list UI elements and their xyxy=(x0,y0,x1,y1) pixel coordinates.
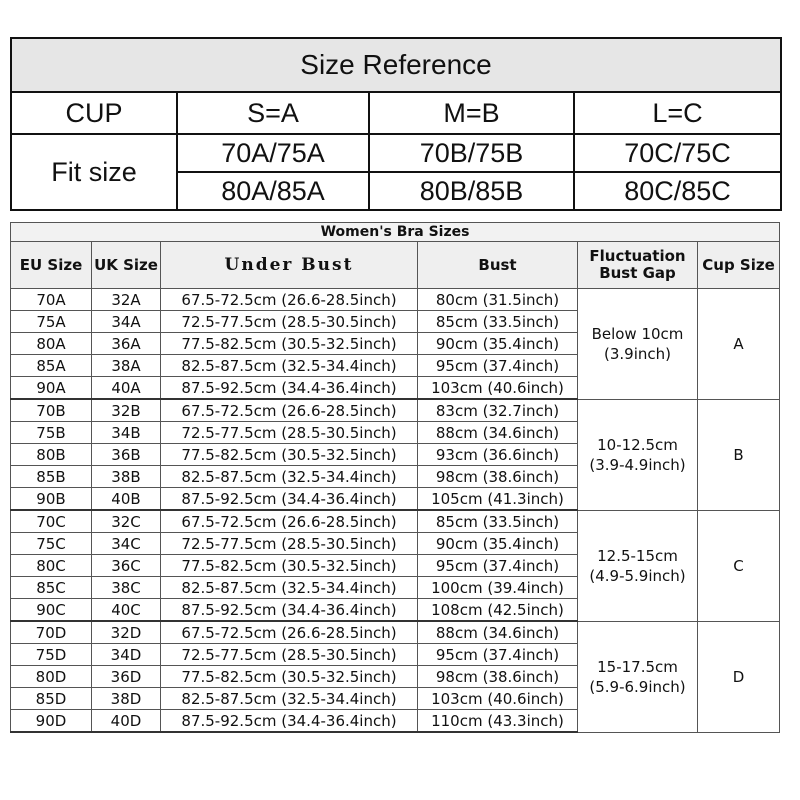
uk-size-cell: 40B xyxy=(92,488,161,511)
cup-m: M=B xyxy=(369,92,574,134)
table-row xyxy=(11,510,780,533)
bust-cell: 95cm (37.4inch) xyxy=(418,355,578,377)
under-bust-cell: 87.5-92.5cm (34.4-36.4inch) xyxy=(161,377,418,400)
under-bust-cell: 72.5-77.5cm (28.5-30.5inch) xyxy=(161,644,418,666)
under-bust-cell: 72.5-77.5cm (28.5-30.5inch) xyxy=(161,533,418,555)
bra-table-title: Women's Bra Sizes xyxy=(11,223,780,242)
uk-size-cell: 38A xyxy=(92,355,161,377)
under-bust-cell: 77.5-82.5cm (30.5-32.5inch) xyxy=(161,444,418,466)
uk-size-cell: 32D xyxy=(92,621,161,644)
uk-size-cell: 32A xyxy=(92,289,161,311)
eu-size-cell: 70B xyxy=(11,399,92,422)
table-row xyxy=(11,399,780,422)
eu-size-cell: 85D xyxy=(11,688,92,710)
under-bust-cell: 77.5-82.5cm (30.5-32.5inch) xyxy=(161,333,418,355)
uk-size-cell: 34B xyxy=(92,422,161,444)
uk-size-cell: 32C xyxy=(92,510,161,533)
bust-cell: 100cm (39.4inch) xyxy=(418,577,578,599)
eu-size-cell: 90B xyxy=(11,488,92,511)
header-bust: Bust xyxy=(418,242,578,289)
bust-cell: 90cm (35.4inch) xyxy=(418,533,578,555)
under-bust-cell: 87.5-92.5cm (34.4-36.4inch) xyxy=(161,599,418,622)
eu-size-cell: 85B xyxy=(11,466,92,488)
eu-size-cell: 80D xyxy=(11,666,92,688)
bust-cell: 108cm (42.5inch) xyxy=(418,599,578,622)
eu-size-cell: 90A xyxy=(11,377,92,400)
under-bust-cell: 67.5-72.5cm (26.6-28.5inch) xyxy=(161,510,418,533)
uk-size-cell: 40A xyxy=(92,377,161,400)
fit-size-cell: 70B/75B xyxy=(369,134,574,172)
uk-size-cell: 38B xyxy=(92,466,161,488)
fit-size-label: Fit size xyxy=(11,134,177,210)
eu-size-cell: 75C xyxy=(11,533,92,555)
bust-cell: 88cm (34.6inch) xyxy=(418,422,578,444)
bust-cell: 98cm (38.6inch) xyxy=(418,466,578,488)
table-row xyxy=(11,289,780,311)
bust-cell: 110cm (43.3inch) xyxy=(418,710,578,733)
under-bust-cell: 77.5-82.5cm (30.5-32.5inch) xyxy=(161,666,418,688)
size-reference-table xyxy=(10,37,782,211)
under-bust-cell: 87.5-92.5cm (34.4-36.4inch) xyxy=(161,710,418,733)
uk-size-cell: 34C xyxy=(92,533,161,555)
fit-size-cell: 80C/85C xyxy=(574,172,781,210)
bust-cell: 83cm (32.7inch) xyxy=(418,399,578,422)
cup-s: S=A xyxy=(177,92,369,134)
under-bust-cell: 67.5-72.5cm (26.6-28.5inch) xyxy=(161,289,418,311)
under-bust-cell: 87.5-92.5cm (34.4-36.4inch) xyxy=(161,488,418,511)
table-row xyxy=(11,621,780,644)
eu-size-cell: 90D xyxy=(11,710,92,733)
fluctuation-gap-cell: 10-12.5cm (3.9-4.9inch) xyxy=(578,399,698,510)
eu-size-cell: 80A xyxy=(11,333,92,355)
womens-bra-sizes-table xyxy=(10,222,780,733)
cup-size-cell: D xyxy=(698,621,780,732)
under-bust-cell: 77.5-82.5cm (30.5-32.5inch) xyxy=(161,555,418,577)
eu-size-cell: 80B xyxy=(11,444,92,466)
bust-cell: 93cm (36.6inch) xyxy=(418,444,578,466)
uk-size-cell: 38D xyxy=(92,688,161,710)
header-eu-size: EU Size xyxy=(11,242,92,289)
header-under-bust: Under Bust xyxy=(161,242,418,289)
eu-size-cell: 70D xyxy=(11,621,92,644)
bust-cell: 88cm (34.6inch) xyxy=(418,621,578,644)
under-bust-cell: 82.5-87.5cm (32.5-34.4inch) xyxy=(161,466,418,488)
under-bust-cell: 72.5-77.5cm (28.5-30.5inch) xyxy=(161,422,418,444)
fit-size-cell: 80B/85B xyxy=(369,172,574,210)
eu-size-cell: 90C xyxy=(11,599,92,622)
bust-cell: 105cm (41.3inch) xyxy=(418,488,578,511)
bust-cell: 103cm (40.6inch) xyxy=(418,688,578,710)
bust-cell: 90cm (35.4inch) xyxy=(418,333,578,355)
uk-size-cell: 34D xyxy=(92,644,161,666)
uk-size-cell: 32B xyxy=(92,399,161,422)
header-uk-size: UK Size xyxy=(92,242,161,289)
uk-size-cell: 36D xyxy=(92,666,161,688)
fit-size-cell: 80A/85A xyxy=(177,172,369,210)
header-cup-size: Cup Size xyxy=(698,242,780,289)
eu-size-cell: 85A xyxy=(11,355,92,377)
uk-size-cell: 40D xyxy=(92,710,161,733)
cup-size-cell: C xyxy=(698,510,780,621)
fluctuation-gap-cell: 15-17.5cm (5.9-6.9inch) xyxy=(578,621,698,732)
bust-cell: 85cm (33.5inch) xyxy=(418,510,578,533)
fluctuation-gap-cell: Below 10cm (3.9inch) xyxy=(578,289,698,400)
under-bust-cell: 82.5-87.5cm (32.5-34.4inch) xyxy=(161,355,418,377)
cup-size-cell: A xyxy=(698,289,780,400)
header-fluctuation: Fluctuation Bust Gap xyxy=(578,242,698,289)
uk-size-cell: 36B xyxy=(92,444,161,466)
uk-size-cell: 40C xyxy=(92,599,161,622)
under-bust-cell: 67.5-72.5cm (26.6-28.5inch) xyxy=(161,399,418,422)
eu-size-cell: 75A xyxy=(11,311,92,333)
eu-size-cell: 70C xyxy=(11,510,92,533)
bust-cell: 95cm (37.4inch) xyxy=(418,644,578,666)
cup-l: L=C xyxy=(574,92,781,134)
fit-size-cell: 70A/75A xyxy=(177,134,369,172)
fluctuation-gap-cell: 12.5-15cm (4.9-5.9inch) xyxy=(578,510,698,621)
eu-size-cell: 75B xyxy=(11,422,92,444)
bust-cell: 103cm (40.6inch) xyxy=(418,377,578,400)
uk-size-cell: 36C xyxy=(92,555,161,577)
uk-size-cell: 36A xyxy=(92,333,161,355)
eu-size-cell: 75D xyxy=(11,644,92,666)
uk-size-cell: 38C xyxy=(92,577,161,599)
uk-size-cell: 34A xyxy=(92,311,161,333)
under-bust-cell: 82.5-87.5cm (32.5-34.4inch) xyxy=(161,577,418,599)
eu-size-cell: 70A xyxy=(11,289,92,311)
eu-size-cell: 85C xyxy=(11,577,92,599)
cup-label: CUP xyxy=(11,92,177,134)
bust-cell: 98cm (38.6inch) xyxy=(418,666,578,688)
eu-size-cell: 80C xyxy=(11,555,92,577)
cup-size-cell: B xyxy=(698,399,780,510)
under-bust-cell: 72.5-77.5cm (28.5-30.5inch) xyxy=(161,311,418,333)
under-bust-cell: 82.5-87.5cm (32.5-34.4inch) xyxy=(161,688,418,710)
fit-size-cell: 70C/75C xyxy=(574,134,781,172)
bust-cell: 95cm (37.4inch) xyxy=(418,555,578,577)
size-reference-title: Size Reference xyxy=(11,38,781,92)
bust-cell: 80cm (31.5inch) xyxy=(418,289,578,311)
under-bust-cell: 67.5-72.5cm (26.6-28.5inch) xyxy=(161,621,418,644)
bust-cell: 85cm (33.5inch) xyxy=(418,311,578,333)
